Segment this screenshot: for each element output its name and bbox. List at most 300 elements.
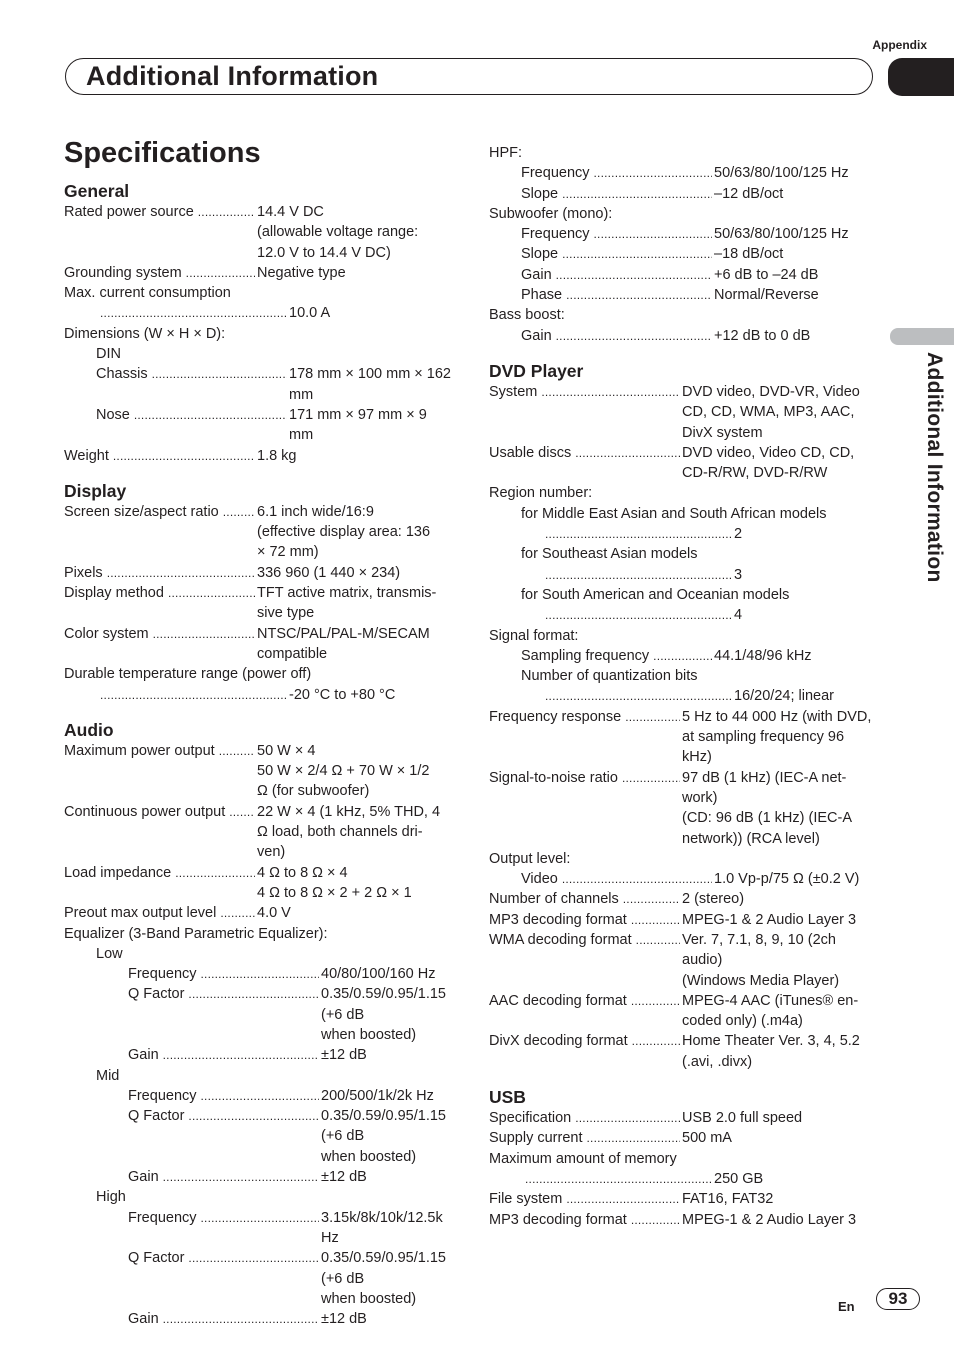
spec-label <box>64 1208 321 1249</box>
leader-dots <box>188 984 319 1045</box>
section-tab <box>888 58 954 96</box>
spec-label <box>489 910 682 930</box>
spec-label: Bass boost: <box>489 307 565 324</box>
spec-label <box>489 707 682 768</box>
spec-label <box>489 184 714 204</box>
spec-label-text: Preout max output level <box>64 905 217 922</box>
spec-label-text: Screen size/aspect ratio <box>64 503 219 520</box>
spec-label <box>64 984 321 1045</box>
spec-label-text: Grounding system <box>64 264 182 281</box>
spec-value: 50/63/80/100/125 Hz <box>714 165 849 182</box>
spec-value: USB 2.0 full speed <box>682 1110 803 1127</box>
spec-label-text: System <box>489 383 538 400</box>
spec-row-subwoofer-mono <box>489 204 884 224</box>
spec-row-video <box>489 869 884 889</box>
spec-row-q-factor <box>64 1106 454 1167</box>
spec-value: MPEG-1 & 2 Audio Layer 3 <box>682 1211 857 1228</box>
spec-row-color-system <box>64 624 454 665</box>
spec-value: 44.1/48/96 kHz <box>714 647 812 664</box>
leader-dots <box>545 524 732 544</box>
spec-label-text: Sampling frequency <box>521 647 650 664</box>
leader-dots <box>545 565 732 585</box>
spec-row-continuous-power-output <box>64 802 454 863</box>
spec-label <box>64 685 289 705</box>
section-title: Additional Information <box>86 61 379 91</box>
leader-dots <box>168 583 255 624</box>
spec-label <box>64 563 257 583</box>
spec-row-gain <box>489 326 884 346</box>
leader-dots <box>587 1128 681 1148</box>
spec-row-bass-boost <box>489 305 884 325</box>
spec-row-weight <box>64 446 454 466</box>
spec-value: 1.8 kg <box>257 447 297 464</box>
spec-label-text: Q Factor <box>128 986 185 1003</box>
spec-row-frequency <box>64 964 454 984</box>
spec-row-mid <box>64 1066 454 1086</box>
spec-label-text: Frequency <box>128 1209 197 1226</box>
section-heading-audio: Audio <box>64 719 114 740</box>
spec-label <box>489 889 682 909</box>
spec-value: Normal/Reverse <box>714 287 819 304</box>
leader-dots <box>219 741 255 802</box>
spec-value: MPEG-4 AAC (iTunes® en- coded only) (.m4a) <box>682 992 859 1030</box>
spec-label <box>489 930 682 991</box>
spec-value: 4 <box>734 607 743 624</box>
left-column <box>64 181 454 1329</box>
spec-row-nose <box>64 405 454 446</box>
spec-value: MPEG-1 & 2 Audio Layer 3 <box>682 911 857 928</box>
spec-label-text: Maximum power output <box>64 742 215 759</box>
spec-label <box>489 1128 682 1148</box>
spec-label-text: DivX decoding format <box>489 1033 628 1050</box>
spec-label <box>64 364 289 405</box>
spec-row-equalizer-3-band-parametric-equalizer <box>64 924 454 944</box>
spec-label: for Middle East Asian and South African models <box>521 505 827 522</box>
spec-value: 500 mA <box>682 1130 732 1147</box>
spec-value: 0.35/0.59/0.95/1.15 (+6 dB when boosted) <box>321 1250 446 1307</box>
leader-dots <box>625 707 680 768</box>
spec-label <box>64 903 257 923</box>
spec-label-text: Usable discs <box>489 444 572 461</box>
spec-row-slope <box>489 244 884 264</box>
spec-row-preout-max-output-level <box>64 903 454 923</box>
spec-label-text: Continuous power output <box>64 803 226 820</box>
spec-label-text: Gain <box>128 1047 159 1064</box>
spec-row-maximum-amount-of-memory <box>489 1149 884 1169</box>
spec-label <box>489 565 734 585</box>
spec-label <box>64 263 257 283</box>
spec-label <box>489 686 734 706</box>
spec-value: +12 dB to 0 dB <box>714 327 811 344</box>
spec-label-text: Gain <box>521 266 552 283</box>
spec-row-signal-to-noise-ratio <box>489 768 884 849</box>
spec-row-signal-format <box>489 626 884 646</box>
spec-value: 4 Ω to 8 Ω × 4 4 Ω to 8 Ω × 2 + 2 Ω × 1 <box>257 864 412 901</box>
spec-row-frequency <box>489 163 884 183</box>
appendix-label: Appendix <box>872 38 927 52</box>
spec-row-hpf <box>489 143 884 163</box>
spec-label <box>489 1169 714 1189</box>
spec-label-text: Weight <box>64 447 109 464</box>
spec-row-din <box>64 344 454 364</box>
spec-label <box>64 1106 321 1167</box>
spec-row-for-south-american-and-oceanian-models <box>489 585 884 605</box>
leader-dots <box>594 163 712 183</box>
spec-label: Output level: <box>489 850 571 867</box>
spec-label <box>489 1189 682 1209</box>
leader-dots <box>152 364 287 405</box>
spec-label <box>64 1248 321 1309</box>
spec-label: Low <box>96 945 123 962</box>
spec-value: –18 dB/oct <box>714 246 784 263</box>
spec-label: Mid <box>96 1067 120 1084</box>
spec-value: -20 °C to +80 °C <box>289 686 396 703</box>
spec-label-text: Nose <box>96 406 130 423</box>
spec-row-slope <box>489 184 884 204</box>
spec-label: DIN <box>96 346 121 363</box>
spec-label: HPF: <box>489 145 523 161</box>
spec-value: TFT active matrix, transmis- sive type <box>257 585 437 622</box>
leader-dots <box>636 930 680 991</box>
leader-dots <box>566 1189 680 1209</box>
spec-row-16-20-24-linear <box>489 686 884 706</box>
spec-label-text: Phase <box>521 287 563 304</box>
spec-label: Signal format: <box>489 627 579 644</box>
spec-value: 14.4 V DC (allowable voltage range: 12.0 V to 14.4 V DC) <box>257 204 419 261</box>
spec-row-phase <box>489 285 884 305</box>
spec-value: 10.0 A <box>289 305 331 322</box>
spec-value: –12 dB/oct <box>714 185 784 202</box>
leader-dots <box>566 285 712 305</box>
leader-dots <box>631 910 680 930</box>
leader-dots <box>153 624 255 665</box>
spec-label-text: Frequency <box>128 966 197 983</box>
spec-row-display-method <box>64 583 454 624</box>
section-heading-display: Display <box>64 480 127 501</box>
spec-row-high <box>64 1187 454 1207</box>
spec-label <box>64 202 257 263</box>
spec-row-3 <box>489 565 884 585</box>
spec-value: 50/63/80/100/125 Hz <box>714 226 849 243</box>
leader-dots <box>632 1031 680 1072</box>
spec-row-region-number <box>489 483 884 503</box>
spec-label <box>489 224 714 244</box>
leader-dots <box>623 889 680 909</box>
leader-dots <box>653 646 712 666</box>
spec-label-text: Number of channels <box>489 891 619 908</box>
spec-row-10-0-a <box>64 303 454 323</box>
spec-value: ±12 dB <box>321 1047 367 1064</box>
right-column <box>489 143 884 1230</box>
leader-dots <box>575 443 680 484</box>
spec-label-text: Specification <box>489 1110 572 1127</box>
side-section-label: Additional Information <box>923 352 946 583</box>
spec-label <box>64 303 289 323</box>
spec-row-max-current-consumption <box>64 283 454 303</box>
spec-label-text: Gain <box>128 1311 159 1328</box>
language-code: En <box>838 1299 855 1314</box>
spec-value: 0.35/0.59/0.95/1.15 (+6 dB when boosted) <box>321 1108 446 1165</box>
spec-value: 97 dB (1 kHz) (IEC-A net- work) (CD: 96 dB (1 kHz) (IEC-A network)) (RCA level) <box>682 769 852 847</box>
spec-label-text: WMA decoding format <box>489 931 632 948</box>
spec-row-supply-current <box>489 1128 884 1148</box>
spec-row-dimensions-w-h-d <box>64 324 454 344</box>
spec-label-text: Frequency response <box>489 708 622 725</box>
spec-value: 50 W × 4 50 W × 2/4 Ω + 70 W × 1/2 Ω (for subwoofer) <box>257 742 430 800</box>
leader-dots <box>113 446 255 466</box>
spec-label: for Southeast Asian models <box>521 546 698 563</box>
spec-row-number-of-channels <box>489 889 884 909</box>
spec-label: Durable temperature range (power off) <box>64 666 312 683</box>
leader-dots <box>163 1045 319 1065</box>
spec-row-system <box>489 382 884 443</box>
spec-row-rated-power-source <box>64 202 454 263</box>
spec-label <box>64 802 257 863</box>
spec-label <box>489 1210 682 1230</box>
spec-row-q-factor <box>64 1248 454 1309</box>
spec-row-for-southeast-asian-models <box>489 544 884 564</box>
leader-dots <box>631 991 680 1032</box>
spec-label <box>64 446 257 466</box>
spec-row-q-factor <box>64 984 454 1045</box>
spec-value: 2 (stereo) <box>682 891 745 908</box>
spec-label-text: AAC decoding format <box>489 992 627 1009</box>
leader-dots <box>541 382 680 443</box>
spec-label <box>489 605 734 625</box>
spec-label <box>489 646 714 666</box>
spec-label-text: Color system <box>64 625 149 642</box>
spec-label <box>489 869 714 889</box>
spec-label: Maximum amount of memory <box>489 1150 677 1167</box>
spec-value: 22 W × 4 (1 kHz, 5% THD, 4 Ω load, both channels dri- ven) <box>257 803 441 861</box>
spec-label-text: Video <box>521 871 558 888</box>
spec-label <box>64 1309 321 1329</box>
spec-label <box>64 863 257 904</box>
spec-label <box>489 524 734 544</box>
spec-label-text: Gain <box>128 1169 159 1186</box>
spec-label-text: Chassis <box>96 366 148 383</box>
spec-value: Negative type <box>257 264 346 281</box>
spec-row-low <box>64 944 454 964</box>
spec-label: Number of quantization bits <box>521 668 698 685</box>
spec-label <box>489 1108 682 1128</box>
spec-row-chassis <box>64 364 454 405</box>
spec-row-divx-decoding-format <box>489 1031 884 1072</box>
leader-dots <box>134 405 287 446</box>
spec-label-text: Pixels <box>64 564 103 581</box>
spec-row-pixels <box>64 563 454 583</box>
spec-label-text: File system <box>489 1191 563 1208</box>
spec-label <box>489 163 714 183</box>
leader-dots <box>631 1210 680 1230</box>
leader-dots <box>100 303 287 323</box>
spec-value: 171 mm × 97 mm × 9 mm <box>289 406 427 444</box>
leader-dots <box>201 1086 319 1106</box>
leader-dots <box>188 1248 319 1309</box>
spec-value: 4.0 V <box>257 905 291 922</box>
spec-label: Region number: <box>489 485 593 502</box>
leader-dots <box>556 326 712 346</box>
spec-row-screen-size-aspect-ratio <box>64 502 454 563</box>
leader-dots <box>556 265 712 285</box>
spec-label <box>64 405 289 446</box>
leader-dots <box>594 224 712 244</box>
spec-row-frequency <box>64 1208 454 1249</box>
page-title: Specifications <box>64 137 261 169</box>
leader-dots <box>188 1106 319 1167</box>
spec-value: NTSC/PAL/PAL-M/SECAM compatible <box>257 625 430 662</box>
spec-label <box>64 1045 321 1065</box>
leader-dots <box>622 768 680 849</box>
spec-label-text: Slope <box>521 246 559 263</box>
spec-row-maximum-power-output <box>64 741 454 802</box>
spec-row-number-of-quantization-bits <box>489 666 884 686</box>
spec-value: 3 <box>734 566 743 583</box>
spec-row-frequency <box>489 224 884 244</box>
spec-label <box>64 741 257 802</box>
spec-label <box>489 768 682 849</box>
spec-label-text: Display method <box>64 585 164 602</box>
leader-dots <box>562 869 712 889</box>
spec-row-durable-temperature-range-power-off <box>64 664 454 684</box>
spec-label <box>489 1031 682 1072</box>
spec-value: ±12 dB <box>321 1169 367 1186</box>
spec-value: FAT16, FAT32 <box>682 1191 774 1208</box>
spec-value: DVD video, Video CD, CD, CD-R/RW, DVD-R/RW <box>682 444 855 482</box>
spec-value: 40/80/100/160 Hz <box>321 966 436 983</box>
spec-label-text: Frequency <box>128 1087 197 1104</box>
spec-row-grounding-system <box>64 263 454 283</box>
leader-dots <box>163 1167 319 1187</box>
leader-dots <box>201 1208 319 1249</box>
spec-value: +6 dB to –24 dB <box>714 266 819 283</box>
section-header <box>65 58 873 95</box>
spec-value: 6.1 inch wide/16:9 (effective display area: 136 × 72 mm) <box>257 503 431 561</box>
spec-label <box>489 285 714 305</box>
spec-label-text: Slope <box>521 185 559 202</box>
leader-dots <box>175 863 255 904</box>
spec-label: Subwoofer (mono): <box>489 205 613 222</box>
spec-value: 1.0 Vp-p/75 Ω (±0.2 V) <box>714 871 860 888</box>
spec-label-text: Rated power source <box>64 204 194 220</box>
spec-label-text: Load impedance <box>64 864 172 881</box>
spec-value: 16/20/24; linear <box>734 688 834 705</box>
spec-label-text: MP3 decoding format <box>489 1211 627 1228</box>
leader-dots <box>198 202 255 263</box>
spec-value: ±12 dB <box>321 1311 367 1328</box>
spec-row-20-c-to-80-c <box>64 685 454 705</box>
spec-row-frequency <box>64 1086 454 1106</box>
spec-label <box>64 624 257 665</box>
spec-label <box>489 443 682 484</box>
spec-value: 5 Hz to 44 000 Hz (with DVD, at sampling frequency 96 kHz) <box>682 708 872 766</box>
page-number: 93 <box>876 1288 920 1310</box>
spec-row-gain <box>64 1045 454 1065</box>
leader-dots <box>229 802 255 863</box>
section-heading-usb: USB <box>489 1087 526 1108</box>
section-heading-dvd-player: DVD Player <box>489 360 584 381</box>
leader-dots <box>525 1169 712 1189</box>
spec-row-mp3-decoding-format <box>489 1210 884 1230</box>
spec-row-2 <box>489 524 884 544</box>
spec-label-text: Signal-to-noise ratio <box>489 769 618 786</box>
spec-value: Home Theater Ver. 3, 4, 5.2 (.avi, .divx) <box>682 1033 860 1070</box>
spec-value: 200/500/1k/2k Hz <box>321 1087 434 1104</box>
side-tab-marker <box>890 328 954 345</box>
leader-dots <box>575 1108 680 1128</box>
spec-label-text: MP3 decoding format <box>489 911 627 928</box>
spec-label: for South American and Oceanian models <box>521 586 790 603</box>
spec-label-text: Frequency <box>521 165 590 182</box>
spec-row-4 <box>489 605 884 625</box>
spec-label <box>64 583 257 624</box>
spec-row-gain <box>489 265 884 285</box>
spec-label: Equalizer (3-Band Parametric Equalizer): <box>64 925 328 942</box>
leader-dots <box>545 686 732 706</box>
spec-label-text: Supply current <box>489 1130 583 1147</box>
spec-label-text: Q Factor <box>128 1250 185 1267</box>
spec-row-for-middle-east-asian-and-south-african-models <box>489 504 884 524</box>
spec-row-usable-discs <box>489 443 884 484</box>
spec-label-text: Q Factor <box>128 1108 185 1125</box>
spec-row-mp3-decoding-format <box>489 910 884 930</box>
spec-value: 3.15k/8k/10k/12.5k Hz <box>321 1209 443 1246</box>
spec-value: 178 mm × 100 mm × 162 mm <box>289 366 451 403</box>
leader-dots <box>100 685 287 705</box>
spec-row-gain <box>64 1309 454 1329</box>
spec-label <box>64 964 321 984</box>
spec-label <box>489 382 682 443</box>
spec-row-sampling-frequency <box>489 646 884 666</box>
leader-dots <box>186 263 255 283</box>
spec-label <box>64 1167 321 1187</box>
leader-dots <box>562 244 712 264</box>
spec-row-output-level <box>489 849 884 869</box>
spec-label: Max. current consumption <box>64 285 231 302</box>
spec-row-wma-decoding-format <box>489 930 884 991</box>
spec-label <box>489 244 714 264</box>
leader-dots <box>107 563 255 583</box>
leader-dots <box>163 1309 319 1329</box>
spec-value: 336 960 (1 440 × 234) <box>257 564 401 581</box>
spec-label <box>489 326 714 346</box>
spec-row-file-system <box>489 1189 884 1209</box>
spec-value: DVD video, DVD-VR, Video CD, CD, WMA, MP3, AAC, DivX system <box>682 383 860 441</box>
spec-label <box>64 1086 321 1106</box>
spec-label-text: Gain <box>521 327 552 344</box>
spec-row-specification <box>489 1108 884 1128</box>
spec-row-aac-decoding-format <box>489 991 884 1032</box>
spec-label <box>489 265 714 285</box>
spec-label <box>64 502 257 563</box>
leader-dots <box>220 903 255 923</box>
leader-dots <box>201 964 319 984</box>
spec-label-text: Frequency <box>521 226 590 243</box>
leader-dots <box>562 184 712 204</box>
spec-row-gain <box>64 1167 454 1187</box>
leader-dots <box>545 605 732 625</box>
spec-value: Ver. 7, 7.1, 8, 9, 10 (2ch audio) (Windows Media Player) <box>682 931 840 989</box>
leader-dots <box>223 502 255 563</box>
spec-value: 2 <box>734 526 743 543</box>
spec-value: 0.35/0.59/0.95/1.15 (+6 dB when boosted) <box>321 986 446 1043</box>
spec-row-250-gb <box>489 1169 884 1189</box>
section-heading-general: General <box>64 181 130 201</box>
spec-label <box>489 991 682 1032</box>
spec-label: High <box>96 1189 126 1206</box>
spec-row-load-impedance <box>64 863 454 904</box>
spec-value: 250 GB <box>714 1170 764 1187</box>
